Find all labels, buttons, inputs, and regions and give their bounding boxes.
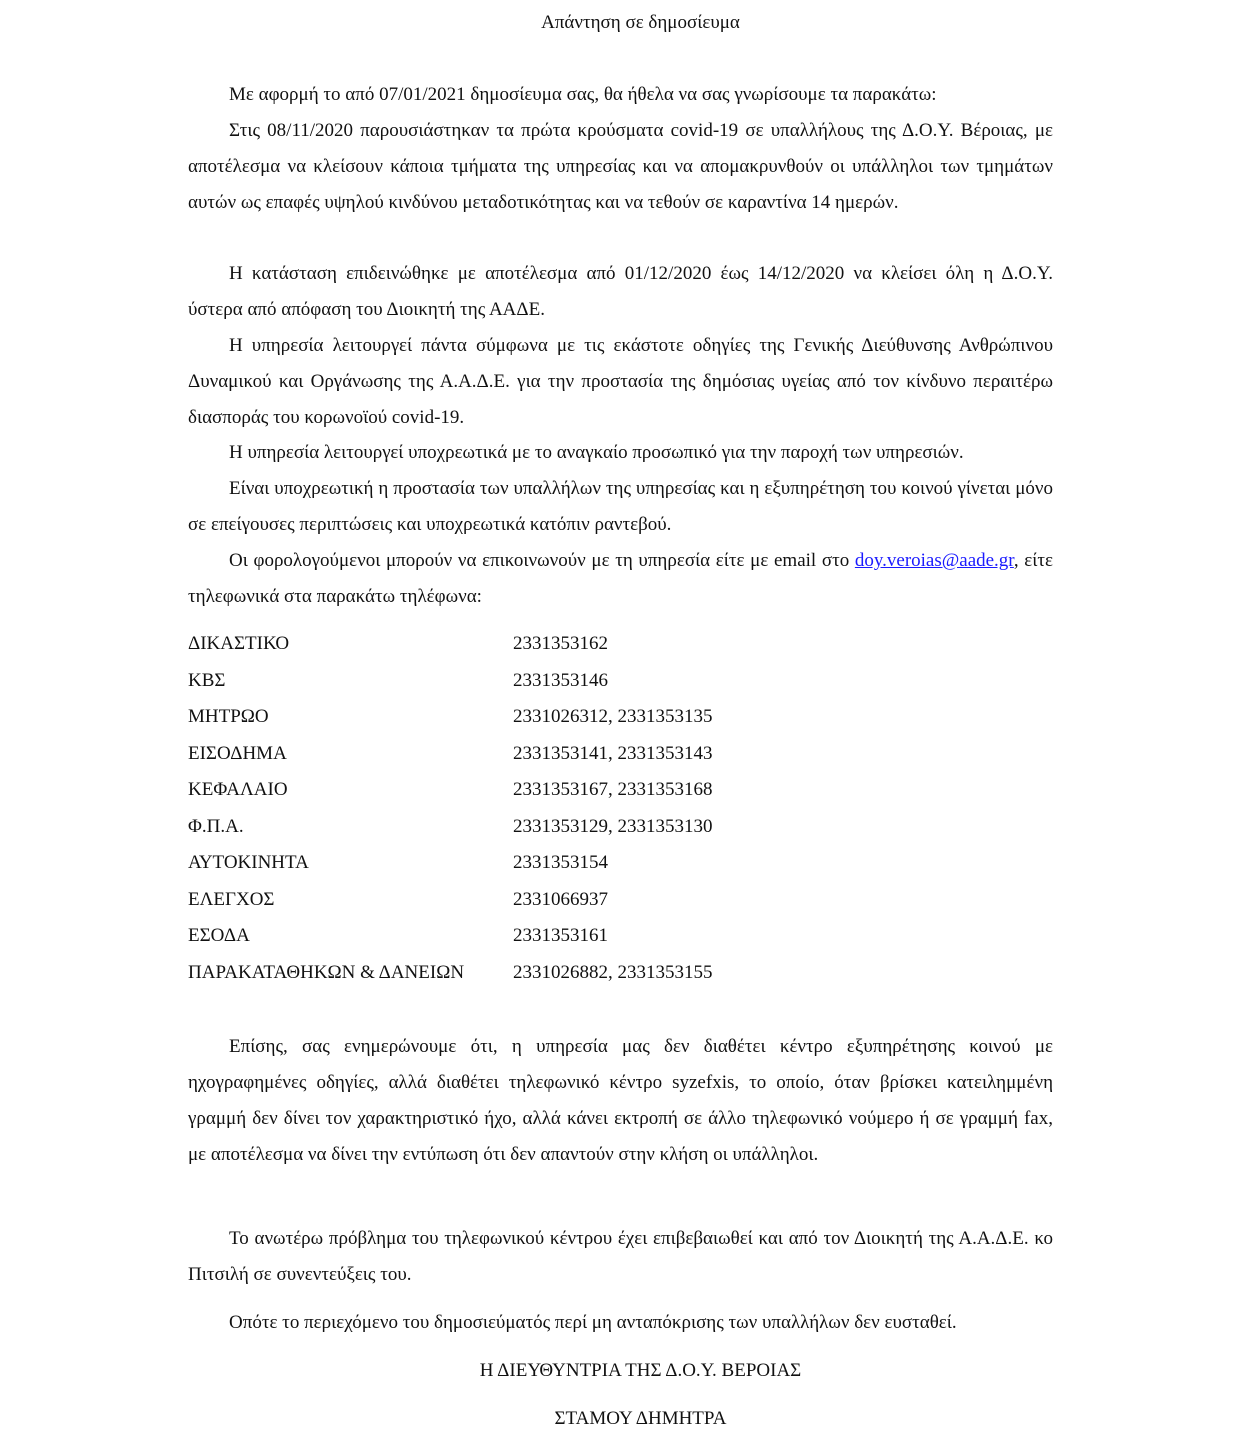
phone-department: ΕΛΕΓΧΟΣ [188,888,275,910]
paragraph-covid-cases: Στις 08/11/2020 παρουσιάστηκαν τα πρώτα κρούσματα covid-19 σε υπαλλήλους της Δ.Ο.Υ. Βέροιας, με αποτέλεσμα να κλείσουν κάποια τμήματα της υπηρεσίας και να απομακρυνθούν οι υπάλληλοι των τμημάτων αυτών ως επαφές υψηλού κινδύνου μεταδοτικότητας και να τεθούν σε καραντίνα 14 ημερών. [188,120,1053,213]
phone-department: ΕΙΣΟΔΗΜΑ [188,742,287,764]
contact-text-before: Οι φορολογούμενοι μπορούν να επικοινωνούν με τη υπηρεσία είτε με email στο [229,550,855,571]
phone-row [188,845,888,882]
paragraph-staff: Η υπηρεσία λειτουργεί υποχρεωτικά με το αναγκαίο προσωπικό για την παροχή των υπηρεσιών. [229,442,964,463]
phone-number: 2331353154 [513,852,608,873]
phone-department: ΔΙΚΑΣΤΙΚΟ [188,633,290,654]
phone-number: 2331353129, 2331353130 [513,815,713,837]
phone-row [188,736,888,773]
phone-number: 2331353141, 2331353143 [513,742,713,764]
phone-department: Φ.Π.Α. [188,815,244,837]
phone-number: 2331066937 [513,888,608,910]
phone-number: 2331353162 [513,633,608,654]
paragraph-call-center: Επίσης, σας ενημερώνουμε ότι, η υπηρεσία μας δεν διαθέτει κέντρο εξυπηρέτησης κοινού με ηχογραφημένες οδηγίες, αλλά διαθέτει τηλεφωνικό κέντρο syzefxis, το οποίο, όταν βρίσκει κατειλημμένη γραμμή δεν δίνει τον χαρακτηριστικό ήχο, αλλά κάνει εκτροπή σε άλλο τηλεφωνικό νούμερο ή σε γραμμή fax, με αποτέλεσμα να δίνει την εντύπωση ότι δεν απαντούν στην κλήση οι υπάλληλοι. [188,1036,1053,1165]
contact-text-after: , είτε τηλεφωνικά στα παρακάτω τηλέφωνα: [188,550,1053,607]
phone-row [188,663,888,700]
phone-row [188,809,888,846]
paragraph-conclusion: Οπότε το περιεχόμενο του δημοσιεύματός περί μη ανταπόκρισης των υπαλλήλων δεν ευσταθεί. [229,1312,957,1333]
phone-department: ΚΕΦΑΛΑΙΟ [188,779,288,800]
signature-role: Η ΔΙΕΥΘΥΝΤΡΙΑ ΤΗΣ Δ.Ο.Υ. ΒΕΡΟΙΑΣ [479,1360,802,1381]
phone-number: 2331353167, 2331353168 [513,779,713,800]
email-link[interactable]: doy.veroias@aade.gr [854,550,1014,571]
phone-row [188,626,888,663]
phone-list [188,626,888,991]
phone-department: ΑΥΤΟΚΙΝΗΤΑ [188,852,309,873]
paragraph-guidelines: Η υπηρεσία λειτουργεί πάντα σύμφωνα με τις εκάστοτε οδηγίες της Γενικής Διεύθυνσης Ανθρώπινου Δυναμικού και Οργάνωσης της Α.Α.Δ.Ε. για την προστασία της δημόσιας υγείας από τον κίνδυνο περαιτέρω διασποράς του κορωνοϊού covid-19. [188,335,1053,428]
phone-row [188,882,888,919]
phone-number: 2331026882, 2331353155 [513,961,713,983]
paragraph-intro: Με αφορμή το από 07/01/2021 δημοσίευμα σας, θα ήθελα να σας γνωρίσουμε τα παρακάτω: [229,84,937,105]
phone-number: 2331026312, 2331353135 [513,706,713,727]
phone-number: 2331353146 [513,669,608,691]
signature-name: ΣΤΑΜΟΥ ΔΗΜΗΤΡΑ [554,1408,727,1429]
paragraph-confirmation: Το ανωτέρω πρόβλημα του τηλεφωνικού κέντρου έχει επιβεβαιωθεί και από τον Διοικητή της Α.Α.Δ.Ε. κο Πιτσιλή σε συνεντεύξεις του. [188,1228,1053,1285]
document-title: Απάντηση σε δημοσίευμα [541,12,740,33]
phone-number: 2331353161 [513,925,608,946]
phone-department: ΜΗΤΡΩΟ [188,706,269,727]
phone-row [188,772,888,809]
phone-row [188,955,888,992]
paragraph-closure: Η κατάσταση επιδεινώθηκε με αποτέλεσμα από 01/12/2020 έως 14/12/2020 να κλείσει όλη η Δ.Ο.Υ. ύστερα από απόφαση του Διοικητή της ΑΑΔΕ. [188,263,1053,320]
paragraph-protection: Είναι υποχρεωτική η προστασία των υπαλλήλων της υπηρεσίας και η εξυπηρέτηση του κοινού γίνεται μόνο σε επείγουσες περιπτώσεις και υποχρεωτικά κατόπιν ραντεβού. [188,478,1053,535]
phone-department: ΠΑΡΑΚΑΤΑΘΗΚΩΝ & ΔΑΝΕΙΩΝ [188,961,465,983]
paragraph-contact [188,543,1053,615]
phone-row [188,699,888,736]
phone-row [188,918,888,955]
phone-department: ΕΣΟΔΑ [188,925,250,946]
phone-department: ΚΒΣ [188,669,226,691]
